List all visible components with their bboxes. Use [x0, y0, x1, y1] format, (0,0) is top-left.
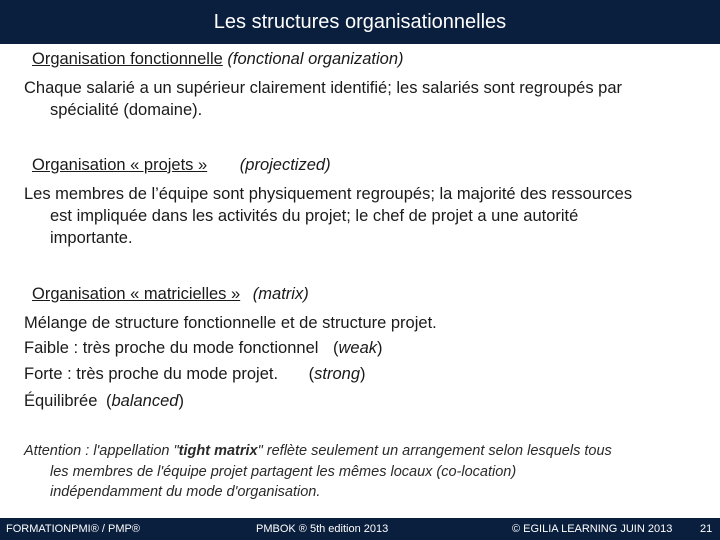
functional-heading-en: (fonctional organization) — [227, 50, 404, 68]
matrix-heading-en: (matrix) — [252, 285, 309, 303]
slide-footer — [0, 518, 720, 540]
weak-en: weak — [338, 339, 378, 357]
projectized-line-2: est impliquée dans les activités du projet; le chef de projet a une autorité — [50, 207, 579, 225]
functional-line-2: spécialité (domaine). — [50, 101, 203, 119]
attention-line-2: les membres de l'équipe projet partagent les mêmes locaux (co-location) — [50, 464, 517, 480]
matrix-balanced-line: Équilibrée (balanced) — [24, 392, 184, 410]
functional-line-1: Chaque salarié a un supérieur clairement identifié; les salariés sont regroupés par — [24, 79, 622, 97]
slide-title: Les structures organisationnelles — [213, 10, 507, 33]
footer-right: © EGILIA LEARNING JUIN 2013 — [512, 523, 673, 535]
attention-bold-term: tight matrix — [178, 443, 258, 459]
strong-en: strong — [314, 365, 360, 383]
matrix-heading-text: Organisation « matricielles » — [32, 285, 241, 303]
balanced-text: Équilibrée — [24, 392, 98, 410]
section-functional-heading — [32, 48, 404, 70]
footer-left: FORMATIONPMI® / PMP® — [6, 523, 140, 535]
footer-page-number: 21 — [700, 523, 713, 535]
attention-text-a: Attention : l'appellation " — [24, 443, 179, 459]
matrix-strong-line: Forte : très proche du mode projet. (strong) — [24, 365, 366, 383]
footer-center: PMBOK ® 5th edition 2013 — [256, 523, 389, 535]
weak-text: Faible : très proche du mode fonctionnel — [24, 339, 319, 357]
projectized-heading-en: (projectized) — [239, 156, 331, 174]
matrix-weak-line: Faible : très proche du mode fonctionnel (weak) — [24, 339, 383, 357]
functional-heading-text: Organisation fonctionnelle — [32, 50, 223, 68]
balanced-en: balanced — [111, 392, 179, 410]
attention-text-b: " reflète seulement un arrangement selon lesquels tous — [257, 443, 612, 459]
section-matrix-heading — [32, 283, 309, 305]
matrix-line-1: Mélange de structure fonctionnelle et de structure projet. — [24, 314, 437, 332]
projectized-heading-text: Organisation « projets » — [32, 156, 208, 174]
section-projectized-heading — [32, 154, 331, 176]
slide-title-bar — [0, 0, 720, 44]
strong-text: Forte : très proche du mode projet. — [24, 365, 279, 383]
projectized-line-3: importante. — [50, 229, 133, 247]
projectized-line-1: Les membres de l’équipe sont physiquement regroupés; la majorité des ressources — [24, 185, 633, 203]
attention-line-1 — [24, 441, 612, 461]
attention-line-3: indépendamment du mode d'organisation. — [50, 484, 321, 500]
